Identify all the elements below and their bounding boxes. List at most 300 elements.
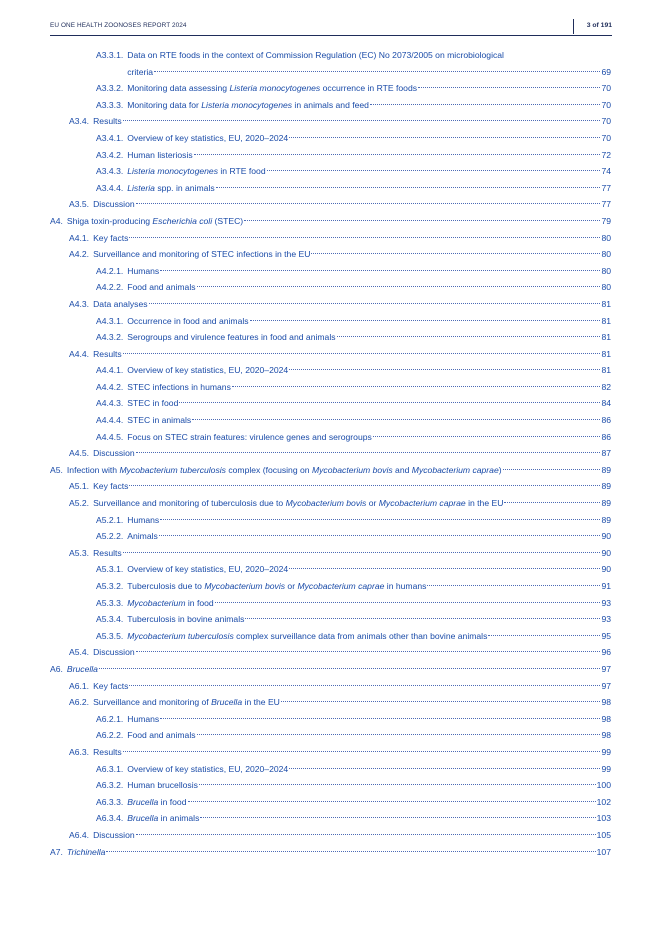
toc-entry-a6-2[interactable] xyxy=(50,694,611,711)
entry-title xyxy=(127,578,426,595)
dot-leader xyxy=(159,535,601,536)
entry-number: A5.3.5. xyxy=(96,630,124,641)
dot-leader xyxy=(129,685,600,686)
toc-entry-a5-3-5[interactable] xyxy=(50,628,611,645)
page-number: 80 xyxy=(601,282,611,293)
entry-text-segment: Humans xyxy=(127,514,160,525)
entry-number: A6.2.1. xyxy=(96,713,124,724)
entry-text-segment: criteria xyxy=(127,66,154,77)
entry-text-segment: Brucella xyxy=(127,813,159,824)
entry-title xyxy=(127,80,417,97)
entry-text-segment: Food and animals xyxy=(127,282,196,293)
entry-title xyxy=(93,296,147,313)
entry-text-segment: ) xyxy=(498,464,502,475)
page-number: 79 xyxy=(601,215,611,226)
page-number: 81 xyxy=(601,315,611,326)
entry-number: A5.1. xyxy=(69,481,90,492)
entry-number: A3.4.4. xyxy=(96,182,124,193)
entry-number: A6.1. xyxy=(69,680,90,691)
entry-number: A4.2.2. xyxy=(96,282,124,293)
page-number: 105 xyxy=(596,829,611,840)
entry-text-segment: STEC in animals xyxy=(127,415,192,426)
report-title: EU ONE HEALTH ZOONOSES REPORT 2024 xyxy=(50,22,187,29)
entry-number: A6.2.2. xyxy=(96,730,124,741)
entry-number: A3.5. xyxy=(69,199,90,210)
page-number: 97 xyxy=(601,663,611,674)
dot-leader xyxy=(129,485,600,486)
entry-title xyxy=(127,395,178,412)
toc-entry-a3-4[interactable] xyxy=(50,113,611,130)
entry-number: A5.3.2. xyxy=(96,581,124,591)
table-of-contents xyxy=(50,47,611,860)
entry-text-segment: in RTE food xyxy=(218,166,266,177)
dot-leader xyxy=(160,270,600,271)
dot-leader xyxy=(160,718,600,719)
dot-leader xyxy=(123,751,601,752)
page-number: 86 xyxy=(601,431,611,442)
page-number: 81 xyxy=(601,348,611,359)
toc-entry-a4-4-4[interactable] xyxy=(50,412,611,429)
dot-leader xyxy=(129,237,600,238)
entry-number: A4.3. xyxy=(69,298,90,309)
entry-number: A3.4. xyxy=(69,116,90,127)
entry-text-segment: Key facts xyxy=(93,481,129,492)
entry-text-segment: Serogroups and virulence features in food and animals xyxy=(127,332,336,343)
entry-number: A7. xyxy=(50,846,63,857)
entry-title xyxy=(67,213,243,230)
toc-entry-a5-2-2[interactable] xyxy=(50,528,611,545)
entry-number: A6.3.4. xyxy=(96,813,124,824)
entry-text-segment: Discussion xyxy=(93,199,135,210)
entry-title xyxy=(127,810,199,827)
entry-text-segment: Escherichia coli xyxy=(152,215,213,226)
entry-title xyxy=(93,230,128,247)
toc-entry-a3-4-4[interactable] xyxy=(50,180,611,197)
entry-number: A5.2.2. xyxy=(96,531,124,542)
entry-text-segment: Key facts xyxy=(93,680,129,691)
toc-entry-a6-3-1[interactable] xyxy=(50,761,611,778)
entry-title xyxy=(67,462,502,479)
toc-entry-a4[interactable] xyxy=(50,213,611,230)
entry-number: A4.1. xyxy=(69,232,90,243)
entry-text-segment: Overview of key statistics, EU, 2020–2024 xyxy=(127,132,289,143)
entry-title xyxy=(127,611,244,628)
entry-number: A4.3.2. xyxy=(96,332,124,343)
entry-title xyxy=(127,329,335,346)
entry-title xyxy=(127,727,195,744)
dot-leader xyxy=(215,602,601,603)
entry-text-segment: in food xyxy=(185,597,214,608)
entry-title xyxy=(127,97,369,114)
entry-text-segment: in the EU xyxy=(242,697,280,708)
entry-text-segment: Monitoring data assessing xyxy=(127,83,230,94)
toc-entry-a3-4-3[interactable] xyxy=(50,163,611,180)
entry-text-segment: Listeria monocytogenes xyxy=(201,99,293,110)
entry-text-segment: Brucella xyxy=(66,663,98,674)
dot-leader xyxy=(99,668,600,669)
dot-leader xyxy=(370,104,600,105)
page-number: 87 xyxy=(601,448,611,459)
toc-entry-a3-3-2[interactable] xyxy=(50,80,611,97)
entry-title xyxy=(93,495,503,512)
toc-entry-a5-3-3[interactable] xyxy=(50,595,611,612)
toc-entry-a5-3-4[interactable] xyxy=(50,611,611,628)
page-number: 70 xyxy=(601,116,611,127)
entry-text-segment: Human listeriosis xyxy=(127,149,193,160)
entry-title xyxy=(127,761,288,778)
entry-text-segment: Surveillance and monitoring of STEC infections in the EU xyxy=(93,249,311,260)
entry-text-segment: Shiga toxin-producing xyxy=(66,215,153,226)
entry-title xyxy=(127,412,191,429)
entry-title xyxy=(127,163,265,180)
entry-title xyxy=(93,113,122,130)
toc-entry-a4-2[interactable] xyxy=(50,246,611,263)
entry-number: A5.3. xyxy=(69,547,90,558)
toc-entry-a6-4[interactable] xyxy=(50,827,611,844)
page-indicator: 3 of 191 xyxy=(586,22,612,29)
toc-entry-a5-4[interactable] xyxy=(50,644,611,661)
page-number: 99 xyxy=(601,763,611,774)
entry-text-segment: in animals xyxy=(158,813,200,824)
dot-leader xyxy=(192,419,600,420)
entry-title xyxy=(127,147,192,164)
entry-text-segment: Surveillance and monitoring of tuberculosis due to xyxy=(93,498,286,509)
page-number: 102 xyxy=(596,796,611,807)
entry-title xyxy=(127,595,213,612)
entry-text-segment: Listeria xyxy=(127,182,155,193)
dot-leader xyxy=(216,187,601,188)
entry-text-segment: complex (focusing on xyxy=(225,464,312,475)
toc-entry-a6-3-2[interactable] xyxy=(50,777,611,794)
dot-leader xyxy=(289,768,600,769)
entry-number: A3.4.2. xyxy=(96,149,124,160)
entry-text-segment: Mycobacterium xyxy=(127,597,186,608)
page-number: 84 xyxy=(601,398,611,409)
entry-number: A5.2.1. xyxy=(96,514,124,525)
dot-leader xyxy=(488,635,600,636)
page-number: 91 xyxy=(601,581,611,591)
toc-entry-a4-2-1[interactable] xyxy=(50,263,611,280)
dot-leader xyxy=(504,502,600,503)
entry-text-segment: Brucella xyxy=(127,796,159,807)
entry-title xyxy=(93,478,128,495)
entry-text-segment: Overview of key statistics, EU, 2020–2024 xyxy=(127,564,289,575)
page-number: 90 xyxy=(601,531,611,542)
toc-entry-a5-2[interactable] xyxy=(50,495,611,512)
entry-title-continued xyxy=(127,64,153,81)
dot-leader xyxy=(427,585,600,586)
page-number: 82 xyxy=(601,381,611,392)
dot-leader xyxy=(244,220,600,221)
page-number: 107 xyxy=(596,846,611,857)
entry-text-segment: Trichinella xyxy=(66,846,106,857)
page-header xyxy=(50,19,612,36)
entry-number: A3.3.3. xyxy=(96,99,124,110)
toc-entry-a5-3-1[interactable] xyxy=(50,561,611,578)
dot-leader xyxy=(136,203,601,204)
page-number: 70 xyxy=(601,132,611,143)
page-number: 77 xyxy=(601,199,611,210)
dot-leader xyxy=(199,784,596,785)
entry-text-segment: Listeria monocytogenes xyxy=(229,83,321,94)
dot-leader xyxy=(149,303,601,304)
entry-title xyxy=(127,279,195,296)
entry-number: A5.2. xyxy=(69,498,90,509)
toc-entry-a4-2-2[interactable] xyxy=(50,279,611,296)
dot-leader xyxy=(179,402,600,403)
toc-entry-a4-4-1[interactable] xyxy=(50,362,611,379)
entry-number: A6. xyxy=(50,663,63,674)
entry-text-segment: Results xyxy=(93,116,122,127)
entry-title xyxy=(127,628,487,645)
entry-title xyxy=(127,512,159,529)
entry-number: A3.4.1. xyxy=(96,132,124,143)
page-number: 98 xyxy=(601,730,611,741)
entry-text-segment: Results xyxy=(93,547,122,558)
toc-entry-a4-3-2[interactable] xyxy=(50,329,611,346)
dot-leader xyxy=(123,552,601,553)
dot-leader xyxy=(136,834,596,835)
entry-number: A6.3. xyxy=(69,746,90,757)
dot-leader xyxy=(197,286,601,287)
entry-number: A6.3.3. xyxy=(96,796,124,807)
dot-leader xyxy=(200,817,595,818)
entry-title xyxy=(93,346,122,363)
page-number: 89 xyxy=(601,464,611,475)
page-number: 69 xyxy=(601,66,611,77)
entry-text-segment: in animals and feed xyxy=(292,99,369,110)
toc-entry-a6-2-1[interactable] xyxy=(50,711,611,728)
page-number: 90 xyxy=(601,564,611,575)
entry-text-segment: Humans xyxy=(127,265,160,276)
entry-text-segment: occurrence in RTE foods xyxy=(320,83,418,94)
page-number: 98 xyxy=(601,697,611,708)
page-number: 86 xyxy=(601,415,611,426)
entry-title xyxy=(127,794,186,811)
toc-entry-a4-1[interactable] xyxy=(50,230,611,247)
entry-number: A4.2. xyxy=(69,249,90,260)
page-number: 72 xyxy=(601,149,611,160)
entry-text-segment: Mycobacterium bovis xyxy=(285,498,367,509)
dot-leader xyxy=(281,701,601,702)
dot-leader xyxy=(106,851,595,852)
page-number: 70 xyxy=(601,99,611,110)
entry-title xyxy=(127,528,158,545)
entry-number: A3.3.2. xyxy=(96,83,124,94)
toc-entry-a6-3[interactable] xyxy=(50,744,611,761)
dot-leader xyxy=(245,618,600,619)
page-number: 81 xyxy=(601,332,611,343)
entry-title xyxy=(127,263,159,280)
entry-text-segment: STEC in food xyxy=(127,398,179,409)
entry-text-segment: Food and animals xyxy=(127,730,196,741)
entry-text-segment: in humans xyxy=(384,581,427,591)
entry-number: A5. xyxy=(50,464,63,475)
entry-text-segment: Discussion xyxy=(93,448,135,459)
entry-number: A4.4. xyxy=(69,348,90,359)
entry-title xyxy=(67,661,98,678)
page-number: 90 xyxy=(601,547,611,558)
dot-leader xyxy=(311,253,600,254)
entry-number: A3.3.1. xyxy=(96,50,124,60)
entry-title xyxy=(127,711,159,728)
entry-text-segment: Infection with xyxy=(66,464,120,475)
entry-title xyxy=(93,644,135,661)
entry-text-segment: Mycobacterium bovis xyxy=(311,464,393,475)
entry-title xyxy=(127,561,288,578)
page-number: 99 xyxy=(601,746,611,757)
toc-entry-a3-4-1[interactable] xyxy=(50,130,611,147)
entry-text-segment: Listeria monocytogenes xyxy=(127,166,218,177)
entry-number: A5.3.3. xyxy=(96,597,124,608)
dot-leader xyxy=(154,71,600,72)
entry-text-segment: Key facts xyxy=(93,232,129,243)
toc-entry-a4-5[interactable] xyxy=(50,445,611,462)
toc-entry-a4-3-1[interactable] xyxy=(50,313,611,330)
page-number: 96 xyxy=(601,647,611,658)
dot-leader xyxy=(373,436,601,437)
toc-entry-a5[interactable] xyxy=(50,462,611,479)
entry-number: A4.4.3. xyxy=(96,398,124,409)
entry-text-segment: Tuberculosis due to xyxy=(127,581,205,591)
dot-leader xyxy=(289,568,600,569)
page-number: 103 xyxy=(596,813,611,824)
entry-text-segment: Occurrence in food and animals xyxy=(127,315,249,326)
entry-text-segment: Results xyxy=(93,348,122,359)
entry-text-segment: Mycobacterium caprae xyxy=(411,464,499,475)
entry-number: A5.4. xyxy=(69,647,90,658)
entry-title xyxy=(93,827,135,844)
entry-text-segment: Humans xyxy=(127,713,160,724)
entry-title xyxy=(67,844,106,861)
entry-text-segment: Surveillance and monitoring of xyxy=(93,697,212,708)
entry-title xyxy=(127,130,288,147)
page-number: 95 xyxy=(601,630,611,641)
page-number: 93 xyxy=(601,597,611,608)
entry-text-segment: Brucella xyxy=(211,697,243,708)
dot-leader xyxy=(503,469,601,470)
toc-entry-a4-4[interactable] xyxy=(50,346,611,363)
dot-leader xyxy=(123,120,601,121)
page-number: 89 xyxy=(601,498,611,509)
page-number: 89 xyxy=(601,481,611,492)
entry-text-segment: Discussion xyxy=(93,829,135,840)
page-number: 97 xyxy=(601,680,611,691)
entry-number: A6.2. xyxy=(69,697,90,708)
entry-text-segment: in the EU xyxy=(465,498,504,509)
dot-leader xyxy=(136,651,601,652)
entry-text-segment: Mycobacterium caprae xyxy=(378,498,466,509)
toc-entry-a4-3[interactable] xyxy=(50,296,611,313)
page-number: 89 xyxy=(601,514,611,525)
entry-text-segment: Data analyses xyxy=(93,298,148,309)
entry-number: A4.4.1. xyxy=(96,365,124,376)
entry-number: A3.4.3. xyxy=(96,166,124,177)
dot-leader xyxy=(160,519,600,520)
entry-title xyxy=(93,694,280,711)
toc-entry-a4-4-2[interactable] xyxy=(50,379,611,396)
entry-text-segment: Overview of key statistics, EU, 2020–2024 xyxy=(127,763,289,774)
entry-title xyxy=(127,362,288,379)
entry-text-segment: Data on RTE foods in the context of Commission Regulation (EC) No 2073/2005 on microbiological xyxy=(127,50,504,60)
toc-entry-a5-2-1[interactable] xyxy=(50,512,611,529)
toc-entry-a6-1[interactable] xyxy=(50,678,611,695)
entry-text-segment: Animals xyxy=(127,531,158,542)
entry-number: A6.3.2. xyxy=(96,780,124,791)
page-number: 80 xyxy=(601,249,611,260)
dot-leader xyxy=(267,170,601,171)
entry-number: A4. xyxy=(50,215,63,226)
toc-entry-a4-4-5[interactable] xyxy=(50,429,611,446)
entry-text-segment: Tuberculosis in bovine animals xyxy=(127,614,245,625)
entry-number: A4.2.1. xyxy=(96,265,124,276)
toc-entry-a5-1[interactable] xyxy=(50,478,611,495)
entry-number: A4.4.5. xyxy=(96,431,124,442)
toc-entry-a3-5[interactable] xyxy=(50,196,611,213)
toc-entry-a3-3-3[interactable] xyxy=(50,97,611,114)
entry-number: A5.3.4. xyxy=(96,614,124,625)
entry-title xyxy=(93,445,135,462)
dot-leader xyxy=(197,734,601,735)
entry-title xyxy=(93,246,310,263)
dot-leader xyxy=(250,320,601,321)
toc-entry-a3-3-1[interactable] xyxy=(50,47,611,80)
entry-number: A5.3.1. xyxy=(96,564,124,575)
entry-text-segment: STEC infections in humans xyxy=(127,381,231,392)
header-divider xyxy=(573,19,574,34)
page-number: 70 xyxy=(601,83,611,94)
page-number: 98 xyxy=(601,713,611,724)
entry-number: A6.4. xyxy=(69,829,90,840)
entry-title xyxy=(93,545,122,562)
dot-leader xyxy=(232,386,601,387)
entry-text-segment: Monitoring data for xyxy=(127,99,202,110)
toc-entry-a6[interactable] xyxy=(50,661,611,678)
page-number: 74 xyxy=(601,166,611,177)
toc-entry-a6-2-2[interactable] xyxy=(50,727,611,744)
entry-text-segment: (STEC) xyxy=(212,215,244,226)
toc-entry-a6-3-4[interactable] xyxy=(50,810,611,827)
page-number: 77 xyxy=(601,182,611,193)
entry-text-segment: Mycobacterium tuberculosis xyxy=(119,464,226,475)
entry-text-segment: Overview of key statistics, EU, 2020–2024 xyxy=(127,365,289,376)
dot-leader xyxy=(418,87,600,88)
page-number: 81 xyxy=(601,365,611,376)
toc-entry-a5-3[interactable] xyxy=(50,545,611,562)
entry-text-segment: Mycobacterium tuberculosis xyxy=(127,630,234,641)
entry-number: A4.4.2. xyxy=(96,381,124,392)
entry-text-segment: Focus on STEC strain features: virulence genes and serogroups xyxy=(127,431,372,442)
entry-title xyxy=(93,744,122,761)
toc-entry-a3-4-2[interactable] xyxy=(50,147,611,164)
toc-entry-a6-3-3[interactable] xyxy=(50,794,611,811)
entry-text-segment: and xyxy=(392,464,412,475)
entry-text-segment: or xyxy=(285,581,298,591)
page-number: 93 xyxy=(601,614,611,625)
entry-text-segment: Results xyxy=(93,746,122,757)
toc-entry-a7[interactable] xyxy=(50,844,611,861)
entry-text-segment: Human brucellosis xyxy=(127,780,198,791)
entry-text-segment: spp. in animals xyxy=(154,182,215,193)
entry-text-segment: or xyxy=(366,498,379,509)
dot-leader xyxy=(123,353,601,354)
entry-title xyxy=(93,196,135,213)
toc-entry-a5-3-2[interactable] xyxy=(50,578,611,595)
entry-number: A6.3.1. xyxy=(96,763,124,774)
entry-text-segment: Mycobacterium caprae xyxy=(297,581,385,591)
entry-text-segment: in food xyxy=(158,796,187,807)
toc-entry-a4-4-3[interactable] xyxy=(50,395,611,412)
